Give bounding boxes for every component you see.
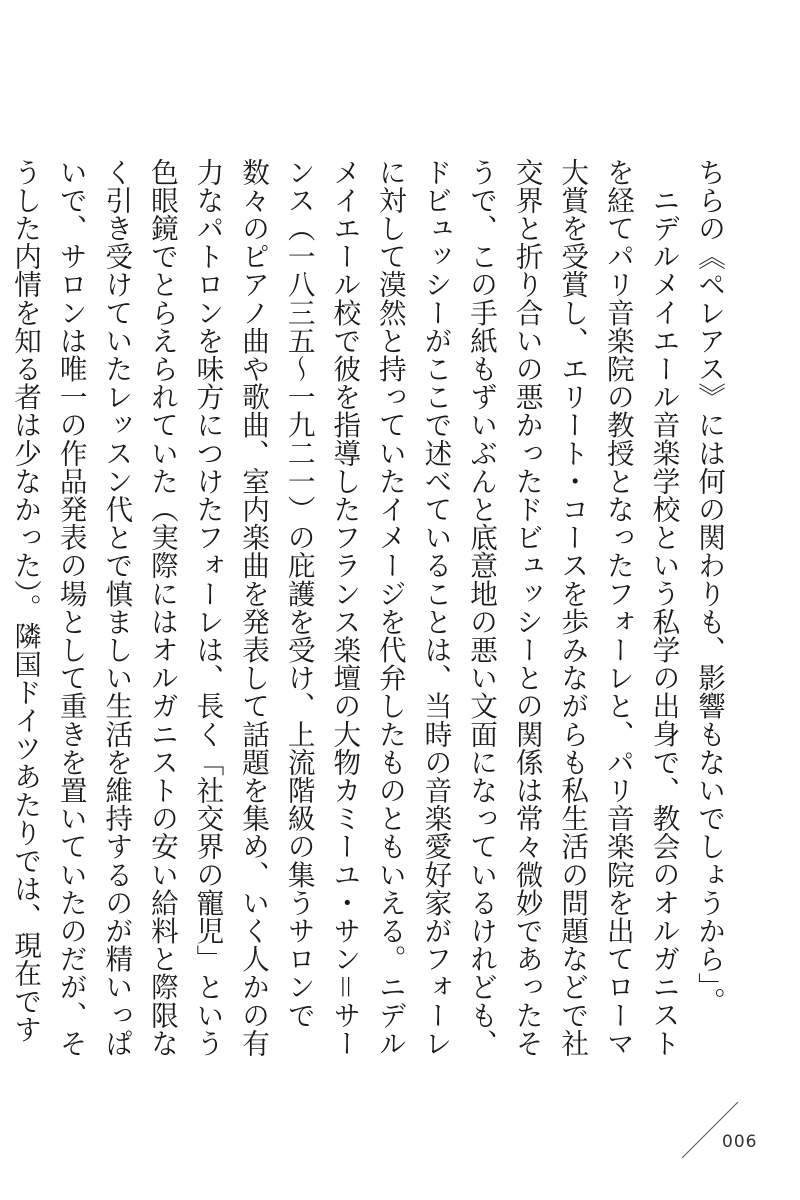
- paragraph-2: ニデルメイエール音楽学校という私学の出身で、教会のオルガニストを経てパリ音楽院の教授となったフォーレと、パリ音楽院を出てローマ大賞を受賞し、エリート・コースを歩みながらも私生活の問題などで社交界と折り合いの悪かったドビュッシーとの関係は常々微妙であったそうで、この手紙もずいぶんと底意地の悪い文面になっているけれども、ドビュッシーがここで述べていることは、当時の音楽愛好家がフォーレに対して漠然と持っていたイメージを代弁したものともいえる。ニデルメイエール校で彼を指導したフランス楽壇の大物カミーユ・サン＝サーンス（一八三五〜一九二一）の庇護を受け、上流階級の集うサロンで数々のピアノ曲や歌曲、室内楽曲を発表して話題を集め、いく人かの有力なパトロンを味方につけたフォーレは、長く「社交界の寵児」という色眼鏡でとらえられていた（実際にはオルガニストの安い給料と際限なく引き受けていたレッスン代とで慎ましい生活を維持するのが精いっぱいで、サロンは唯一の作品発表の場として重きを置いていたのだが、そうした内情を知る者は少なかった）。隣国ドイツあたりでは、現在です: [9, 158, 681, 1058]
- page-number: 006: [722, 1132, 758, 1152]
- body-text: [9, 158, 732, 1058]
- paragraph-1: ちらの《ペレアス》には何の関わりも、影響もないでしょうから」。: [693, 158, 726, 1016]
